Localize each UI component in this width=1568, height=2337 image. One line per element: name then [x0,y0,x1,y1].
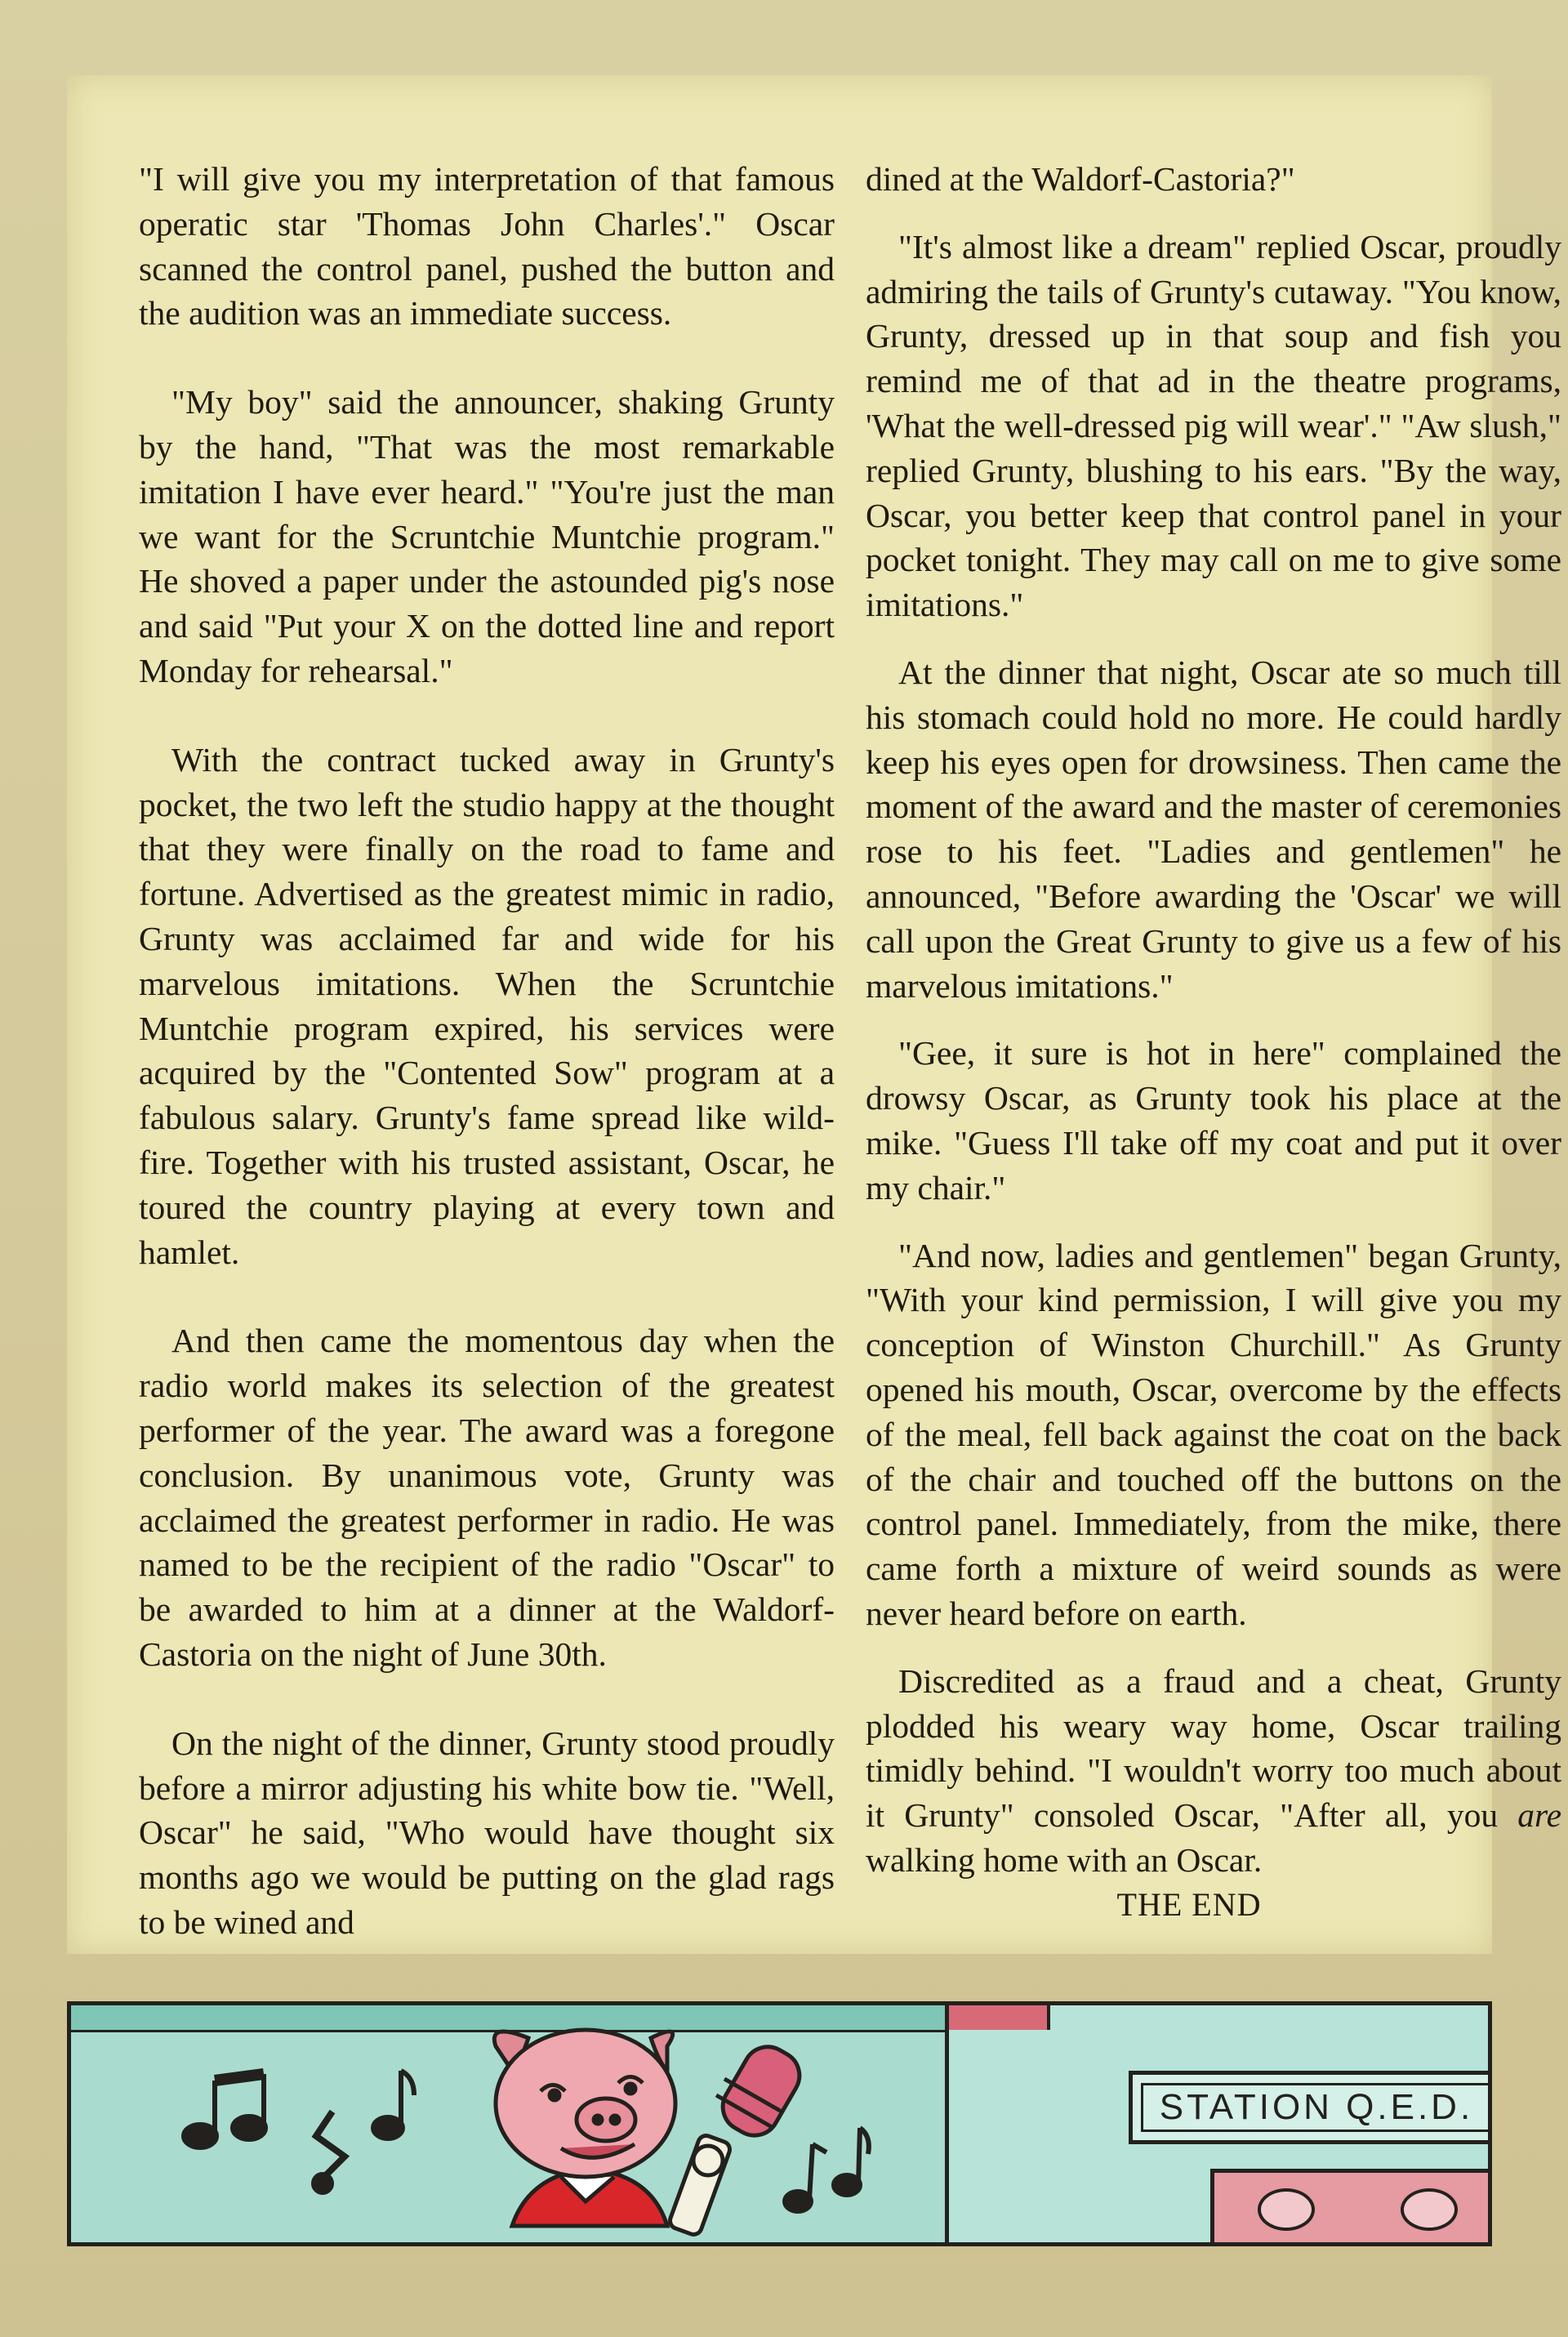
music-note-icon [373,2071,414,2139]
music-note-icon [314,2112,345,2192]
paragraph [866,1659,1561,1883]
paragraph: "And now, ladies and gentlemen" began Grunty, "With your kind permission, I will give you my conception of Winston Churchill." As Grunty opened his mouth, Oscar, overcome by the effects of the meal, fell back against the coat on the back of the chair and touched off the buttons on the control panel. Immediately, from the mike, there came forth a mixture of weird sounds as were never heard before on earth. [866,1236,1561,1632]
paragraph: dined at the Waldorf-Castoria?" [866,160,1295,198]
speaker-box [1210,2169,1492,2246]
paragraph: On the night of the dinner, Grunty stood proudly before a mirror adjusting his white bow tie. "Well, Oscar" he said, "Who would have thought six months ago we would be putting on the glad rags to be wined and [139,1724,835,1941]
paragraph: "Gee, it sure is hot in here" complained the drowsy Oscar, as Grunty took his place at the mike. "Guess I'll take off my coat and put it over my chair." [866,1034,1561,1206]
paragraph: With the contract tucked away in Grunty's pocket, the two left the studio happy at the thought that they were finally on the road to fame and fortune. Advertised as the greatest mimic in radio, Grunty was acclaimed far and wide for his marvelous imitations. When the Scruntchie Muntchie program expired, his services were acquired by the "Contented Sow" program at a fabulous salary. Grunty's fame spread like wild-fire. Together with his trusted assistant, Oscar, he toured the country playing at every town and hamlet. [139,740,835,1271]
paragraph: "It's almost like a dream" replied Oscar, proudly admiring the tails of Grunty's cutaway. "You know, Grunty, dressed up in that soup and fish you remind me of that ad in the theatre programs, 'What the well-dressed pig will wear'." "Aw slush," replied Grunty, blushing to his ears. "By the way, Oscar, you better keep that control panel in your pocket tonight. They may call on me to give some imitations." [866,227,1561,624]
the-end-label: THE END [1116,1885,1262,1923]
left-column [139,157,835,1989]
station-sign-label: STATION Q.E.D. [1141,2083,1492,2132]
console-stripe [949,2005,1050,2030]
paragraph: At the dinner that night, Oscar ate so much till his stomach could hold no more. He could hardly keep his eyes open for drowsiness. Then came the moment of the award and the master of ceremonies rose to his feet. "Ladies and gentlemen" he announced, "Before awarding the 'Oscar' we will call upon the Great Grunty to give us a few of his marvelous imitations." [866,653,1561,1005]
right-column [866,157,1561,1927]
music-note-icon [184,2074,265,2147]
illustration-panel [67,2001,1492,2246]
emphasis-text: are [1517,1796,1562,1835]
station-sign [1129,2071,1492,2144]
paragraph: "I will give you my interpretation of that famous operatic star 'Thomas John Charles'." Oscar scanned the control panel, pushed the button and the audition was an immediate success. [139,160,835,332]
paragraph: "My boy" said the announcer, shaking Grunty by the hand, "That was the most remarkable imitation I have ever heard." "You're just the man we want for the Scruntchie Muntchie program." He shoved a paper under the astounded pig's nose and said "Put your X on the dotted line and report Monday for rehearsal." [139,383,835,689]
paragraph-text: Discredited as a fraud and a cheat, Grunty plodded his weary way home, Oscar trailing timidly behind. "I wouldn't worry too much about it Grunty" consoled Oscar, "After all, you [866,1661,1561,1835]
knob-icon [1401,2188,1458,2231]
pig-head [494,2030,675,2177]
music-note-icon [785,2128,869,2211]
paragraph: And then came the momentous day when the radio world makes its selection of the greatest performer of the year. The award was a foregone conclusion. By unanimous vote, Grunty was acclaimed the greatest performer in radio. He was named to be the recipient of the radio "Oscar" to be awarded to him at a dinner at the Waldorf-Castoria on the night of June 30th. [139,1322,835,1673]
radio-console [945,2005,1492,2246]
text-story-area [67,75,1562,1954]
knob-icon [1258,2188,1315,2231]
paragraph-text: walking home with an Oscar. [866,1840,1263,1879]
pig-character [463,2014,920,2246]
